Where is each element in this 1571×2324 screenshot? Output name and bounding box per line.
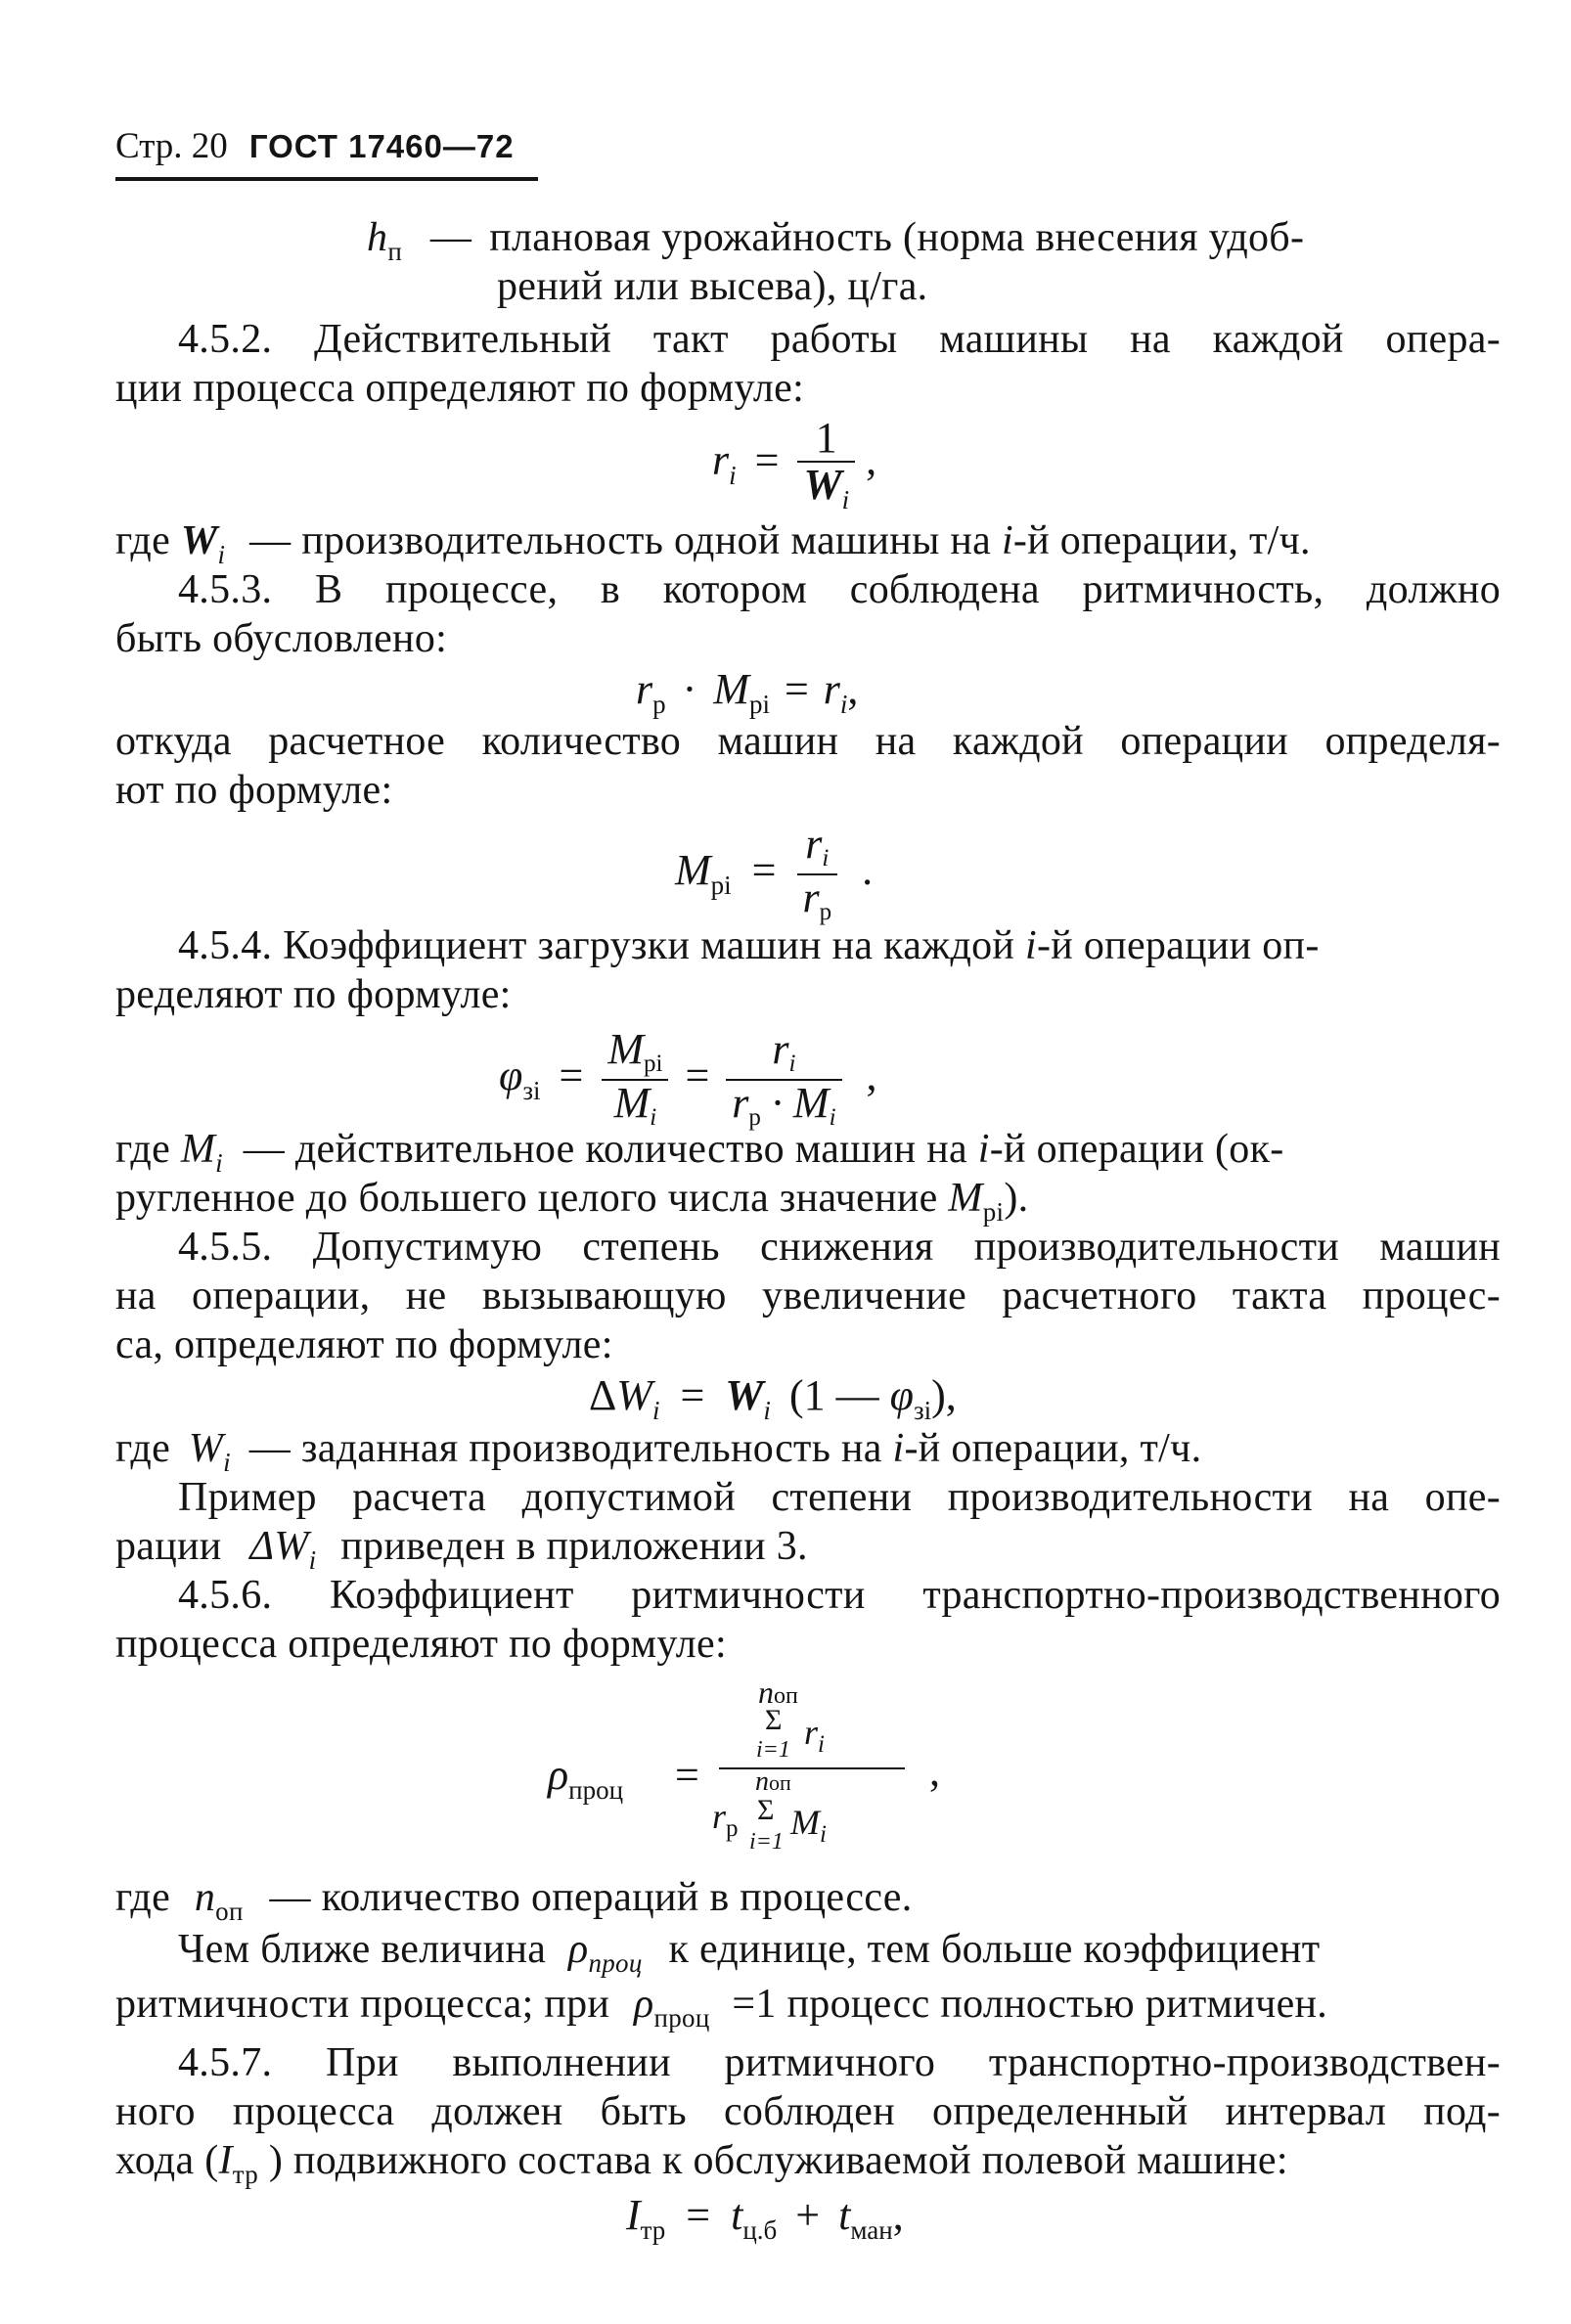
section-4-5-2-line2: ции процесса определяют по формуле:: [115, 366, 805, 411]
section-4-5-7-line2: ного процесса должен быть соблюден определенный интервал под-: [115, 2089, 1501, 2134]
where-mi: где $M_i$ — действительное количество машин на i-й операции (ок-: [115, 1127, 1284, 1178]
section-4-5-3-line3: откуда расчетное количество машин на каждой операции определя-: [115, 719, 1501, 764]
definition-hp-cont: рений или высева), ц/га.: [497, 264, 928, 309]
section-4-5-7-line3: хода ($I_{тр}$ ) подвижного состава к обслуживаемой полевой машине:: [115, 2138, 1288, 2189]
section-4-5-5-line3: са, определяют по формуле:: [115, 1322, 613, 1367]
header-rule: [115, 177, 538, 181]
where-wi-given: где $W_i$ — заданная производительность на i-й операции, т/ч.: [115, 1426, 1202, 1477]
section-4-5-3-line4: ют по формуле:: [115, 768, 393, 813]
formula-delta-w: $\Delta W_i = W_i$ (1 — $\varphi_{зi}$),: [589, 1371, 957, 1425]
standard-number: ГОСТ 17460—72: [248, 128, 515, 164]
formula-mpi: $M_{pi}$ = $\frac{ri}{rр}$ .: [675, 820, 874, 925]
page-number: Стр. 20: [115, 126, 228, 166]
section-4-5-5-line1: 4.5.5. Допустимую степень снижения производительности машин: [178, 1225, 1501, 1270]
definition-hp: $h_п$ — плановая урожайность (норма внесения удоб-: [367, 215, 1305, 266]
section-4-5-6-line1: 4.5.6. Коэффициент ритмичности транспортно-производственного: [178, 1573, 1501, 1618]
formula-phi: $\varphi_{зi}$ = $\frac{\text{Mpi}}{Mi}$ = $\frac{ri}{rр \cdot Mi}$ ,: [499, 1025, 877, 1131]
section-4-5-2-line1: 4.5.2. Действительный такт работы машины на каждой опера-: [178, 317, 1501, 362]
section-4-5-4-line2: ределяют по формуле:: [115, 972, 512, 1017]
example-line2: рации $\Delta W_i$ приведен в приложении 3.: [115, 1524, 808, 1575]
section-4-5-4-line1: 4.5.4. Коэффициент загрузки машин на каждой i-й операции оп-: [178, 923, 1320, 968]
section-4-5-6-line2: процесса определяют по формуле:: [115, 1622, 727, 1667]
section-4-5-5-line2: на операции, не вызывающую увеличение расчетного такта процес-: [115, 1274, 1501, 1318]
example-line1: Пример расчета допустимой степени производительности на опе-: [178, 1475, 1501, 1520]
formula-ri: $r_i$ = $\frac{1}{W_i}$ ,: [712, 414, 877, 514]
rho-paragraph-line2: ритмичности процесса; при $\rho_{проц} =1$ процесс полностью ритмичен.: [115, 1982, 1328, 2033]
rho-paragraph-line1: Чем ближе величина $\rho_{проц}$ к единице, тем больше коэффициент: [178, 1927, 1321, 1978]
section-4-5-3-line1: 4.5.3. В процессе, в котором соблюдена ритмичность, должно: [178, 567, 1501, 612]
section-4-5-3-line2: быть обусловлено:: [115, 616, 448, 661]
formula-itr: $I_{тр} = t_{ц.б} + t_{ман}$,: [626, 2191, 904, 2245]
where-nop: где $n_{оп}$ — количество операций в процессе.: [115, 1875, 913, 1926]
formula-rho: $\rho_{проц}$ = nоп Σ $r_i$ i=1 nоп $r_р$ Σ $M_i$ i=1 ,: [548, 1675, 940, 1855]
section-4-5-7-line1: 4.5.7. При выполнении ритмичного транспортно-производствен-: [178, 2040, 1501, 2085]
page-header: [115, 125, 515, 168]
formula-rp-mpi: $r_р \cdot M_{pi} = r_i$,: [636, 665, 859, 719]
section-4-5-4-line4: ругленное до большего целого числа значение $M_{pi}$).: [115, 1176, 1029, 1227]
where-wi: где $W_i$ — производительность одной машины на i-й операции, т/ч.: [115, 518, 1311, 569]
